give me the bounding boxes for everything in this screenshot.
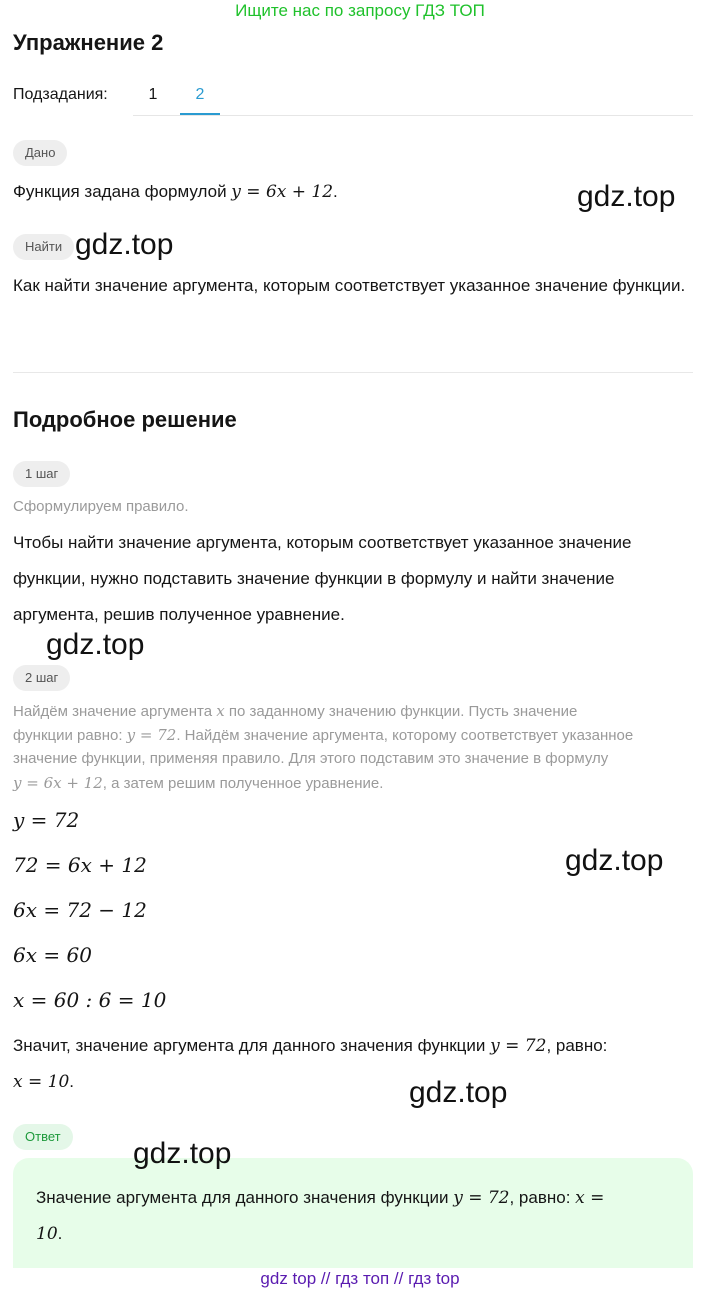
answer-part: Значение аргумента для данного значения функции xyxy=(36,1188,454,1207)
given-chip: Дано xyxy=(13,140,67,166)
equation-text: x = 60 : 6 = 10 xyxy=(13,988,167,1012)
conclusion-math: y = 72 xyxy=(490,1036,547,1056)
note-part: . Найдём значение аргумента, которому соответствует указанное xyxy=(176,727,634,744)
step2-note-2 xyxy=(13,723,720,748)
find-chip: Найти xyxy=(13,234,74,260)
given-prefix: Функция задана формулой xyxy=(13,182,232,201)
watermark: gdz.top xyxy=(75,228,174,261)
watermark: gdz.top xyxy=(46,628,145,661)
given-suffix: . xyxy=(333,182,338,201)
equation-text: 6x = 72 − 12 xyxy=(13,898,147,922)
section-divider xyxy=(13,372,693,373)
step1-line-2: функции, нужно подставить значение функции в формулу и найти значение xyxy=(13,569,615,588)
note-math: x xyxy=(216,702,225,720)
note-part: Найдём значение аргумента xyxy=(13,703,217,720)
step2-note-3: значение функции, применяя правило. Для этого подставим это значение в формулу xyxy=(13,750,609,767)
answer-math: y = 72 xyxy=(453,1188,510,1208)
equation-3 xyxy=(13,898,147,922)
answer-line-1 xyxy=(36,1180,676,1216)
page-title: Упражнение 2 xyxy=(13,30,164,55)
equation-text: 6x = 60 xyxy=(13,943,92,967)
equation-4 xyxy=(13,943,92,967)
subtasks-label: Подзадания: xyxy=(13,86,108,103)
note-part: , а затем решим полученное уравнение. xyxy=(102,775,384,792)
search-banner: Ищите нас по запросу ГДЗ ТОП xyxy=(235,1,485,20)
equation-2 xyxy=(13,853,147,877)
conclusion-line-2 xyxy=(13,1064,703,1100)
equation-5 xyxy=(13,988,166,1012)
note-math: y = 6x + 12 xyxy=(13,774,103,792)
conclusion-part: . xyxy=(69,1072,75,1091)
tabs-divider xyxy=(133,115,693,116)
conclusion-part: , равно: xyxy=(546,1036,608,1055)
solution-heading: Подробное решение xyxy=(13,407,237,432)
answer-line-2 xyxy=(36,1216,676,1252)
answer-math: x = xyxy=(575,1188,605,1208)
conclusion-part: Значит, значение аргумента для данного значения функции xyxy=(13,1036,491,1055)
tab-subtask-2[interactable]: 2 xyxy=(195,86,205,103)
answer-part: . xyxy=(57,1224,63,1243)
note-part: функции равно: xyxy=(13,727,127,744)
step1-line-3: аргумента, решив полученное уравнение. xyxy=(13,605,345,624)
note-math: y = 72 xyxy=(126,726,177,744)
step1-note: Сформулируем правило. xyxy=(13,498,189,515)
watermark: gdz.top xyxy=(577,180,676,213)
answer-part: , равно: xyxy=(509,1188,576,1207)
step2-note-1 xyxy=(13,699,720,724)
conclusion-line-1 xyxy=(13,1028,703,1064)
answer-chip: Ответ xyxy=(13,1124,73,1150)
active-tab-indicator xyxy=(180,113,220,115)
watermark: gdz.top xyxy=(565,844,664,877)
equation-text: 72 = 6x + 12 xyxy=(13,853,147,877)
answer-text xyxy=(36,1180,676,1252)
step2-chip: 2 шаг xyxy=(13,665,70,691)
equation-1 xyxy=(13,808,79,832)
step1-line-1: Чтобы найти значение аргумента, которым соответствует указанное значение xyxy=(13,533,632,552)
watermark: gdz.top xyxy=(133,1137,232,1170)
equation-text: y = 72 xyxy=(13,808,80,832)
footer-links[interactable]: gdz top // гдз топ // гдз top xyxy=(260,1269,460,1288)
tab-subtask-1[interactable]: 1 xyxy=(148,86,158,103)
note-part: по заданному значению функции. Пусть значение xyxy=(224,703,578,720)
conclusion-math: x = 10 xyxy=(13,1072,70,1092)
answer-math: 10 xyxy=(36,1224,58,1244)
step1-chip: 1 шаг xyxy=(13,461,70,487)
watermark: gdz.top xyxy=(409,1076,508,1109)
find-text: Как найти значение аргумента, которым соответствует указанное значение функции. xyxy=(13,276,686,295)
given-formula: y = 6x + 12 xyxy=(231,182,334,202)
step2-note-4 xyxy=(13,771,720,796)
